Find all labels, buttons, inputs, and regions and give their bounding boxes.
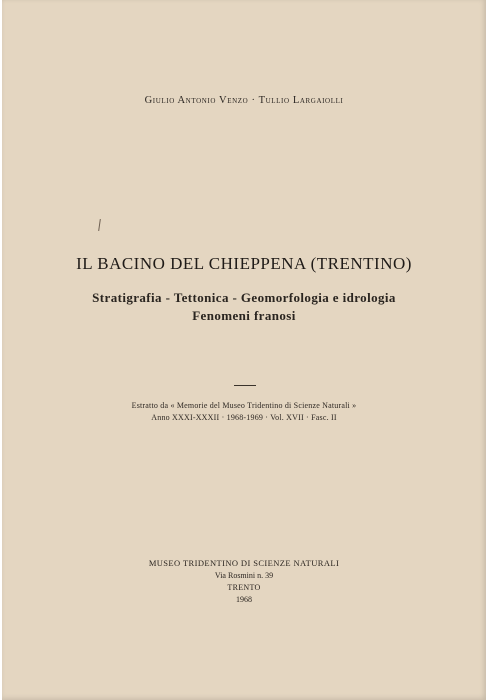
publisher-name: MUSEO TRIDENTINO DI SCIENZE NATURALI [148,558,340,568]
publisher-address: Via Rosmini n. 39 [214,571,274,580]
extract-volume: Anno XXXI-XXXII · 1968-1969 · Vol. XVII · Fasc. II [151,413,337,422]
book-title: IL BACINO DEL CHIEPPENA (TRENTINO) [76,254,412,273]
subtitle-line-1: Stratigrafia - Tettonica - Geomorfologia e idrologia [92,290,396,305]
pencil-mark [98,219,101,231]
publisher-city: TRENTO [227,583,261,592]
subtitle-line-2: Fenomeni franosi [192,308,296,323]
extract-source: Estratto da « Memorie del Museo Tridentino di Scienze Naturali » [131,401,357,410]
divider [234,385,256,386]
book-cover [2,0,486,700]
publication-year: 1968 [236,595,252,604]
authors: Giulio Antonio Venzo · Tullio Largaiolli [144,95,344,106]
